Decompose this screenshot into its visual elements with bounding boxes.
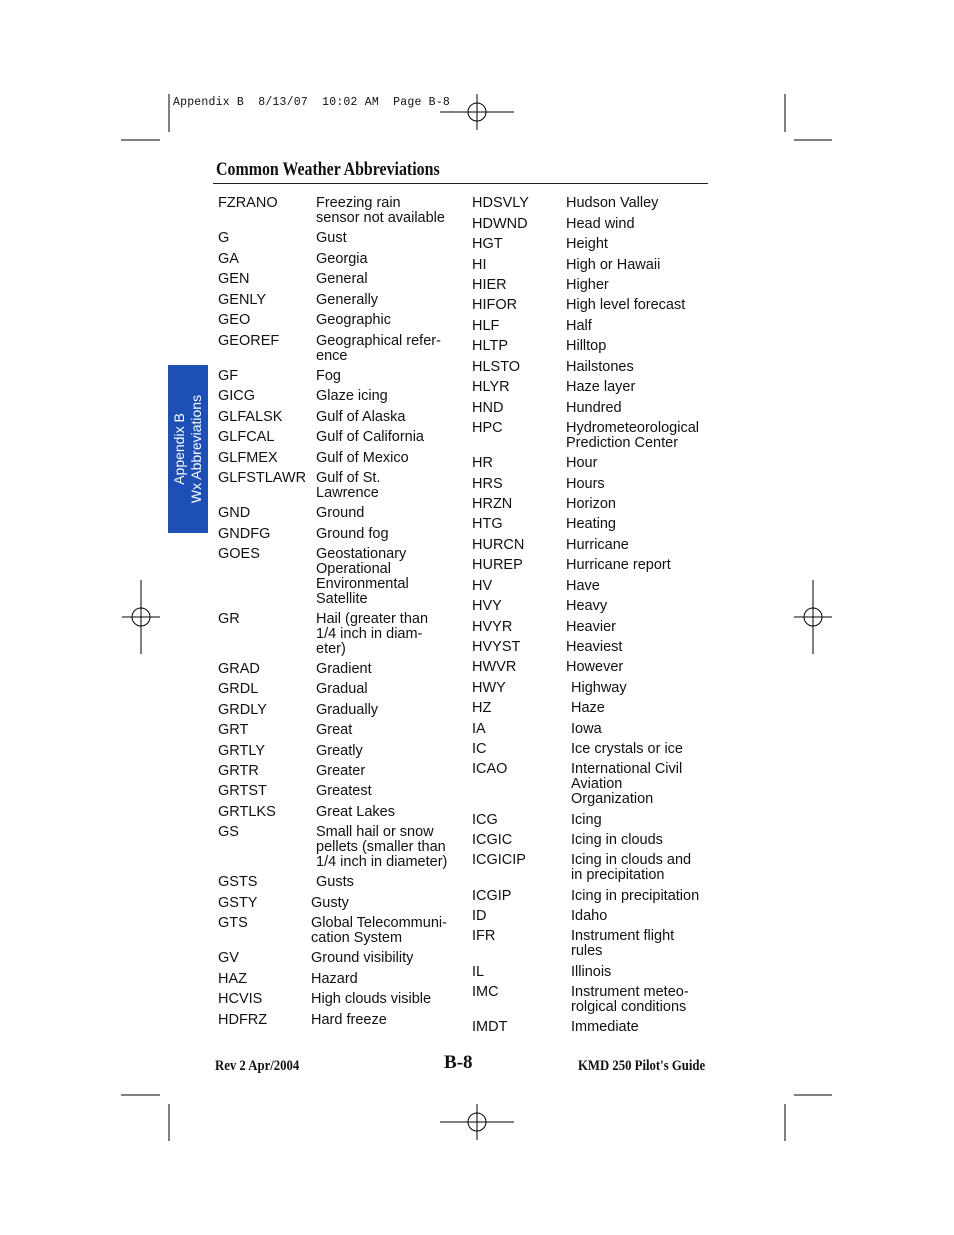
abbreviation: HWVR [472,659,517,675]
meaning-line: High clouds visible [311,991,432,1007]
meaning-line: Ground visibility [311,950,414,966]
meaning-line: Iowa [571,721,602,737]
abbreviation: GF [218,368,239,384]
abbreviation: HIER [472,277,507,293]
abbreviation: GENLY [218,292,267,308]
meaning-line: Hydrometeorological [566,420,699,436]
meaning-line: Ice crystals or ice [571,741,683,757]
meaning-line: Icing in clouds [571,832,663,848]
abbreviation: GRDL [218,681,259,697]
abbreviation: GLFCAL [218,429,275,445]
meaning-line: Greatly [316,743,363,759]
abbreviation: IMDT [472,1019,508,1035]
meaning-line: Fog [316,368,341,384]
abbreviation: GRT [218,722,249,738]
meaning-line: Hurricane [566,537,629,553]
abbreviation: GRTST [218,783,267,799]
meaning-line: Hurricane report [566,557,671,573]
meaning-line: Icing [571,812,602,828]
meaning-line: Operational [316,561,391,577]
abbreviation: HLSTO [472,359,521,375]
abbreviation: HWY [472,680,506,696]
abbreviation: GRTLY [218,743,266,759]
meaning-line: Head wind [566,216,635,232]
registration-mark-left [122,580,160,654]
meaning-line: Hundred [566,400,622,416]
meaning-line: Gradient [316,661,372,677]
abbreviation: GTS [218,915,248,931]
meaning-line: Ground fog [316,526,389,542]
abbreviation: GRAD [218,661,260,677]
footer-revision: Rev 2 Apr/2004 [215,1058,300,1074]
meaning-line: cation System [311,930,403,946]
abbreviation: GSTS [218,874,258,890]
abbreviation: HTG [472,516,503,532]
abbreviation: HLYR [472,379,510,395]
meaning-line: High level forecast [566,297,686,313]
meaning-line: Small hail or snow [316,824,434,840]
abbreviation: ICGIP [472,888,512,904]
meaning-line: Illinois [571,964,612,980]
abbreviation: GLFMEX [218,450,278,466]
abbreviation: GA [218,251,239,267]
meaning-line: Heaviest [566,639,623,655]
meaning-line: sensor not available [316,210,445,226]
abbreviation: ICAO [472,761,508,777]
registration-mark-bottom [440,1104,514,1140]
abbreviation: HZ [472,700,492,716]
meaning-line: in precipitation [571,867,665,883]
meaning-line: 1/4 inch in diameter) [316,854,448,870]
meaning-line: Great Lakes [316,804,395,820]
abbreviation: GS [218,824,239,840]
meaning-line: Greater [316,763,366,779]
meaning-line: Aviation [571,776,623,792]
meaning-line: Gusts [316,874,354,890]
meaning-line: Ground [316,505,365,521]
abbreviation: HPC [472,420,503,436]
meaning-line: Global Telecommuni- [311,915,447,931]
abbreviation: HV [472,578,493,594]
abbreviation: IMC [472,984,499,1000]
meaning-line: Instrument flight [571,928,675,944]
abbreviation: HRS [472,476,503,492]
meaning-line: Great [316,722,353,738]
abbreviation: GLFSTLAWR [218,470,307,486]
abbreviation: ID [472,908,487,924]
meaning-line: Gradual [316,681,368,697]
registration-mark-right [794,580,832,654]
abbreviation: GRTLKS [218,804,276,820]
title-rule [213,183,708,184]
abbreviation: GRDLY [218,702,267,718]
meaning-line: Hilltop [566,338,607,354]
meaning-line: Hours [566,476,605,492]
abbreviation: IL [472,964,485,980]
abbreviation: ICGICIP [472,852,526,868]
meaning-line: Gulf of Mexico [316,450,409,466]
meaning-line: Georgia [316,251,368,267]
abbreviation: GSTY [218,895,258,911]
abbreviation: GEOREF [218,333,280,349]
abbreviation: GND [218,505,251,521]
abbreviation: GICG [218,388,256,404]
meaning-line: Gusty [311,895,349,911]
abbreviation: GEN [218,271,250,287]
meaning-line: Instrument meteo- [571,984,689,1000]
page-title: Common Weather Abbreviations [216,160,440,180]
meaning-line: Half [566,318,592,334]
side-tab-line2: Wx Abbreviations [188,394,204,504]
meaning-line: Have [566,578,600,594]
meaning-line: eter) [316,641,346,657]
meaning-line: Horizon [566,496,616,512]
side-tab [168,365,208,533]
abbreviation: FZRANO [218,195,278,211]
abbreviation: HLTP [472,338,508,354]
meaning-line: However [566,659,624,675]
meaning-line: International Civil [571,761,683,777]
meaning-line: Glaze icing [316,388,388,404]
meaning-line: Geographical refer- [316,333,441,349]
meaning-line: Gulf of Alaska [316,409,406,425]
meaning-line: 1/4 inch in diam- [316,626,423,642]
meaning-line: Prediction Center [566,435,679,451]
meaning-line: Haze layer [566,379,636,395]
abbreviation: IFR [472,928,496,944]
abbreviation: HDSVLY [472,195,529,211]
meaning-line: Freezing rain [316,195,401,211]
meaning-line: Hail (greater than [316,611,429,627]
print-slug-line: Appendix B 8/13/07 10:02 AM Page B-8 [173,96,450,109]
meaning-line: Generally [316,292,379,308]
abbreviation: HR [472,455,493,471]
meaning-line: Higher [566,277,609,293]
abbreviation: HAZ [218,971,247,987]
meaning-line: Hour [566,455,598,471]
meaning-line: Hard freeze [311,1012,387,1028]
meaning-line: Haze [571,700,605,716]
abbreviation: GLFALSK [218,409,283,425]
footer-guide-title: KMD 250 Pilot's Guide [578,1058,706,1074]
abbreviation: HDFRZ [218,1012,268,1028]
meaning-line: Idaho [571,908,608,924]
abbreviation: HVYR [472,619,513,635]
meaning-line: Hudson Valley [566,195,659,211]
meaning-line: Gulf of St. [316,470,381,486]
abbreviation: GOES [218,546,260,562]
meaning-line: Greatest [316,783,372,799]
meaning-line: Gradually [316,702,379,718]
abbreviation: GV [218,950,239,966]
meaning-line: Height [566,236,608,252]
abbreviation: HVYST [472,639,521,655]
abbreviation: HRZN [472,496,513,512]
meaning-line: Geographic [316,312,391,328]
abbreviation: HI [472,257,487,273]
meaning-line: rules [571,943,603,959]
meaning-line: Gulf of California [316,429,424,445]
registration-mark-top [440,94,514,130]
meaning-line: Lawrence [316,485,379,501]
abbreviation: HCVIS [218,991,263,1007]
meaning-line: Hailstones [566,359,634,375]
meaning-line: Heavy [566,598,608,614]
meaning-line: Icing in precipitation [571,888,700,904]
abbreviation: HDWND [472,216,528,232]
meaning-line: High or Hawaii [566,257,661,273]
meaning-line: General [316,271,368,287]
meaning-line: Highway [571,680,627,696]
side-tab-line1: Appendix B [171,413,187,485]
abbreviation: HURCN [472,537,525,553]
abbreviation: ICG [472,812,498,828]
meaning-line: Gust [316,230,347,246]
abbreviation: HVY [472,598,502,614]
abbreviation: GNDFG [218,526,271,542]
page-number: B-8 [444,1052,473,1073]
meaning-line: Heavier [566,619,616,635]
meaning-line: Geostationary [316,546,407,562]
meaning-line: Icing in clouds and [571,852,692,868]
abbreviation: GEO [218,312,251,328]
meaning-line: Heating [566,516,616,532]
abbreviation: HIFOR [472,297,518,313]
meaning-line: ence [316,348,348,364]
abbreviation: HGT [472,236,503,252]
meaning-line: Satellite [316,591,368,607]
abbreviation: ICGIC [472,832,513,848]
meaning-line: Environmental [316,576,409,592]
meaning-line: pellets (smaller than [316,839,446,855]
meaning-line: rolgical conditions [571,999,687,1015]
abbreviation: HND [472,400,504,416]
abbreviation: IA [472,721,486,737]
side-tab-label [171,395,205,503]
abbreviation: HUREP [472,557,523,573]
meaning-line: Organization [571,791,654,807]
meaning-line: Immediate [571,1019,639,1035]
abbreviation: GRTR [218,763,259,779]
abbreviation: GR [218,611,240,627]
abbreviation: IC [472,741,487,757]
abbreviation: G [218,230,230,246]
meaning-line: Hazard [311,971,358,987]
abbreviation: HLF [472,318,500,334]
